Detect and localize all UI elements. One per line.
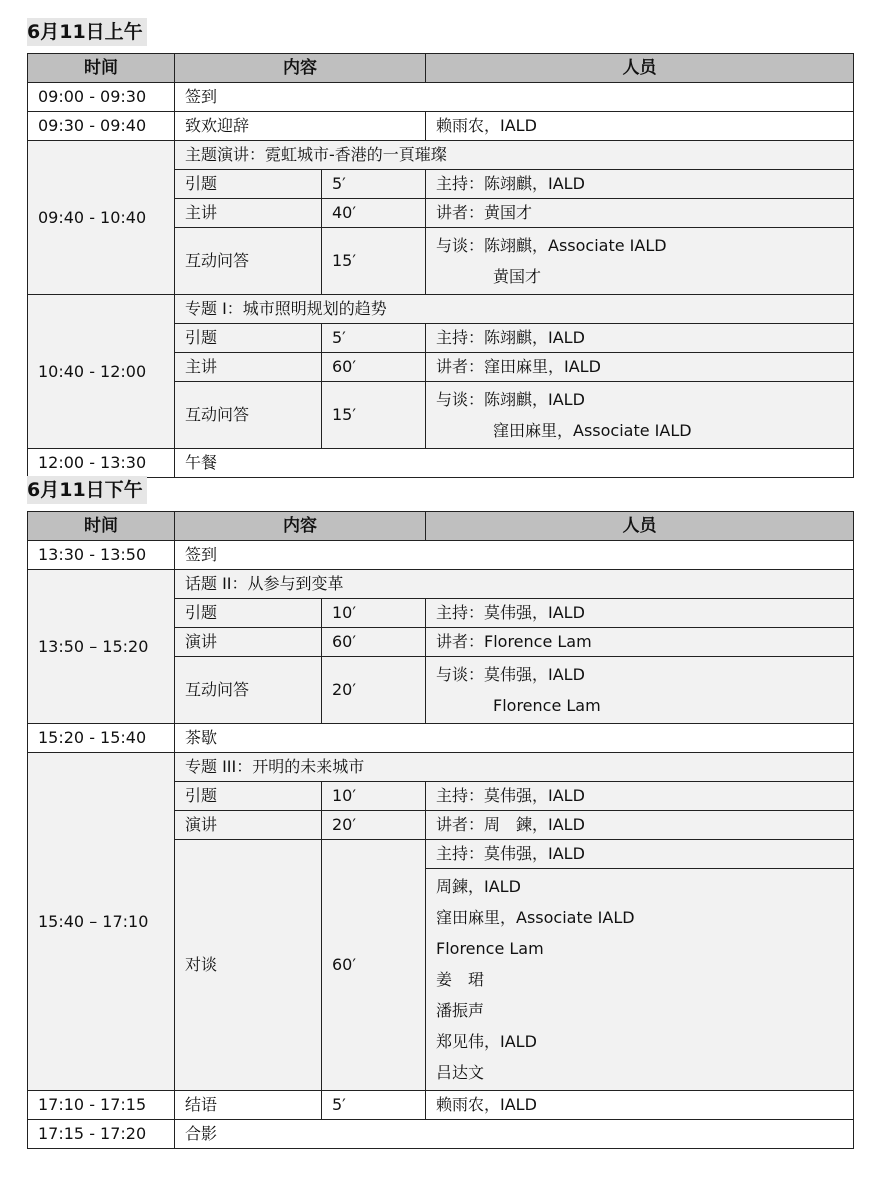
session-duration: 15′ (322, 228, 426, 295)
header-time: 时间 (28, 54, 175, 83)
people-line: Florence Lam (436, 939, 544, 958)
time-cell: 12:00 - 13:30 (28, 449, 175, 478)
session-label: 对谈 (175, 840, 322, 1091)
session-duration: 15′ (322, 382, 426, 449)
session-duration: 60′ (322, 840, 426, 1091)
time-cell: 17:15 - 17:20 (28, 1120, 175, 1149)
people-cell (426, 657, 854, 724)
time-cell: 09:30 - 09:40 (28, 112, 175, 141)
header-row (28, 512, 854, 541)
session-duration: 40′ (322, 199, 426, 228)
people-cell: 主持：陈翊麒，IALD (426, 324, 854, 353)
people-line: 与谈：莫伟强，IALD (436, 665, 585, 684)
session-label: 互动问答 (175, 382, 322, 449)
topic-cell: 主题演讲：霓虹城市-香港的一頁璀璨 (175, 141, 854, 170)
people-line: 与谈：陈翊麒，Associate IALD (436, 236, 667, 255)
session-duration: 20′ (322, 811, 426, 840)
content-cell: 签到 (175, 541, 854, 570)
header-content: 内容 (175, 512, 426, 541)
morning-section (27, 18, 853, 478)
topic-cell: 专题 III：开明的未来城市 (175, 753, 854, 782)
content-cell: 合影 (175, 1120, 854, 1149)
time-cell: 13:50 – 15:20 (28, 570, 175, 724)
people-line: 黄国才 (493, 267, 542, 286)
session-label: 演讲 (175, 628, 322, 657)
content-cell: 签到 (175, 83, 854, 112)
schedule-table (27, 511, 854, 1149)
people-cell: 主持：莫伟强，IALD (426, 599, 854, 628)
table-row (28, 541, 854, 570)
session-duration: 10′ (322, 599, 426, 628)
people-cell (426, 228, 854, 295)
people-cell (426, 382, 854, 449)
people-line: 与谈：陈翊麒，IALD (436, 390, 585, 409)
table-row (28, 83, 854, 112)
time-cell: 10:40 - 12:00 (28, 295, 175, 449)
time-cell: 09:40 - 10:40 (28, 141, 175, 295)
content-cell: 午餐 (175, 449, 854, 478)
people-cell (426, 869, 854, 1091)
people-line: 吕达文 (436, 1063, 485, 1082)
session-duration: 5′ (322, 170, 426, 199)
session-label: 演讲 (175, 811, 322, 840)
header-row (28, 54, 854, 83)
content-cell: 茶歇 (175, 724, 854, 753)
section-title: 6月11日下午 (27, 476, 147, 504)
people-line: 郑见伟，IALD (436, 1032, 537, 1051)
session-duration: 60′ (322, 353, 426, 382)
header-time: 时间 (28, 512, 175, 541)
session-label: 引题 (175, 782, 322, 811)
people-cell: 主持：莫伟强，IALD (426, 840, 854, 869)
time-cell: 15:20 - 15:40 (28, 724, 175, 753)
people-cell: 讲者：窪田麻里，IALD (426, 353, 854, 382)
people-cell: 赖雨农，IALD (426, 1091, 854, 1120)
session-label: 主讲 (175, 353, 322, 382)
session-label: 互动问答 (175, 657, 322, 724)
table-row (28, 449, 854, 478)
session-label: 引题 (175, 170, 322, 199)
header-people: 人员 (426, 512, 854, 541)
time-cell: 15:40 – 17:10 (28, 753, 175, 1091)
people-cell: 主持：陈翊麒，IALD (426, 170, 854, 199)
session-duration: 5′ (322, 324, 426, 353)
session-label: 互动问答 (175, 228, 322, 295)
content-cell: 结语 (175, 1091, 322, 1120)
time-cell: 17:10 - 17:15 (28, 1091, 175, 1120)
time-cell: 09:00 - 09:30 (28, 83, 175, 112)
topic-row (28, 753, 854, 782)
table-row (28, 1091, 854, 1120)
topic-row (28, 295, 854, 324)
time-cell: 13:30 - 13:50 (28, 541, 175, 570)
session-label: 引题 (175, 599, 322, 628)
people-cell: 讲者：Florence Lam (426, 628, 854, 657)
session-label: 主讲 (175, 199, 322, 228)
afternoon-section (27, 476, 853, 1149)
people-line: 姜 珺 (436, 970, 485, 989)
people-cell: 讲者：周 鍊，IALD (426, 811, 854, 840)
session-duration: 10′ (322, 782, 426, 811)
topic-row (28, 570, 854, 599)
topic-cell: 话题 II：从参与到变革 (175, 570, 854, 599)
session-duration: 60′ (322, 628, 426, 657)
people-line: Florence Lam (493, 696, 601, 715)
header-content: 内容 (175, 54, 426, 83)
people-cell: 赖雨农，IALD (426, 112, 854, 141)
session-label: 引题 (175, 324, 322, 353)
content-cell: 致欢迎辞 (175, 112, 426, 141)
topic-row (28, 141, 854, 170)
session-duration: 20′ (322, 657, 426, 724)
table-row (28, 112, 854, 141)
topic-cell: 专题 I：城市照明规划的趋势 (175, 295, 854, 324)
people-line: 窪田麻里，Associate IALD (436, 908, 635, 927)
people-cell: 讲者：黄国才 (426, 199, 854, 228)
people-line: 周鍊，IALD (436, 877, 521, 896)
duration-cell: 5′ (322, 1091, 426, 1120)
table-row (28, 724, 854, 753)
schedule-table (27, 53, 854, 478)
people-line: 窪田麻里，Associate IALD (493, 421, 692, 440)
section-title: 6月11日上午 (27, 18, 147, 46)
people-cell: 主持：莫伟强，IALD (426, 782, 854, 811)
people-line: 潘振声 (436, 1001, 485, 1020)
header-people: 人员 (426, 54, 854, 83)
table-row (28, 1120, 854, 1149)
